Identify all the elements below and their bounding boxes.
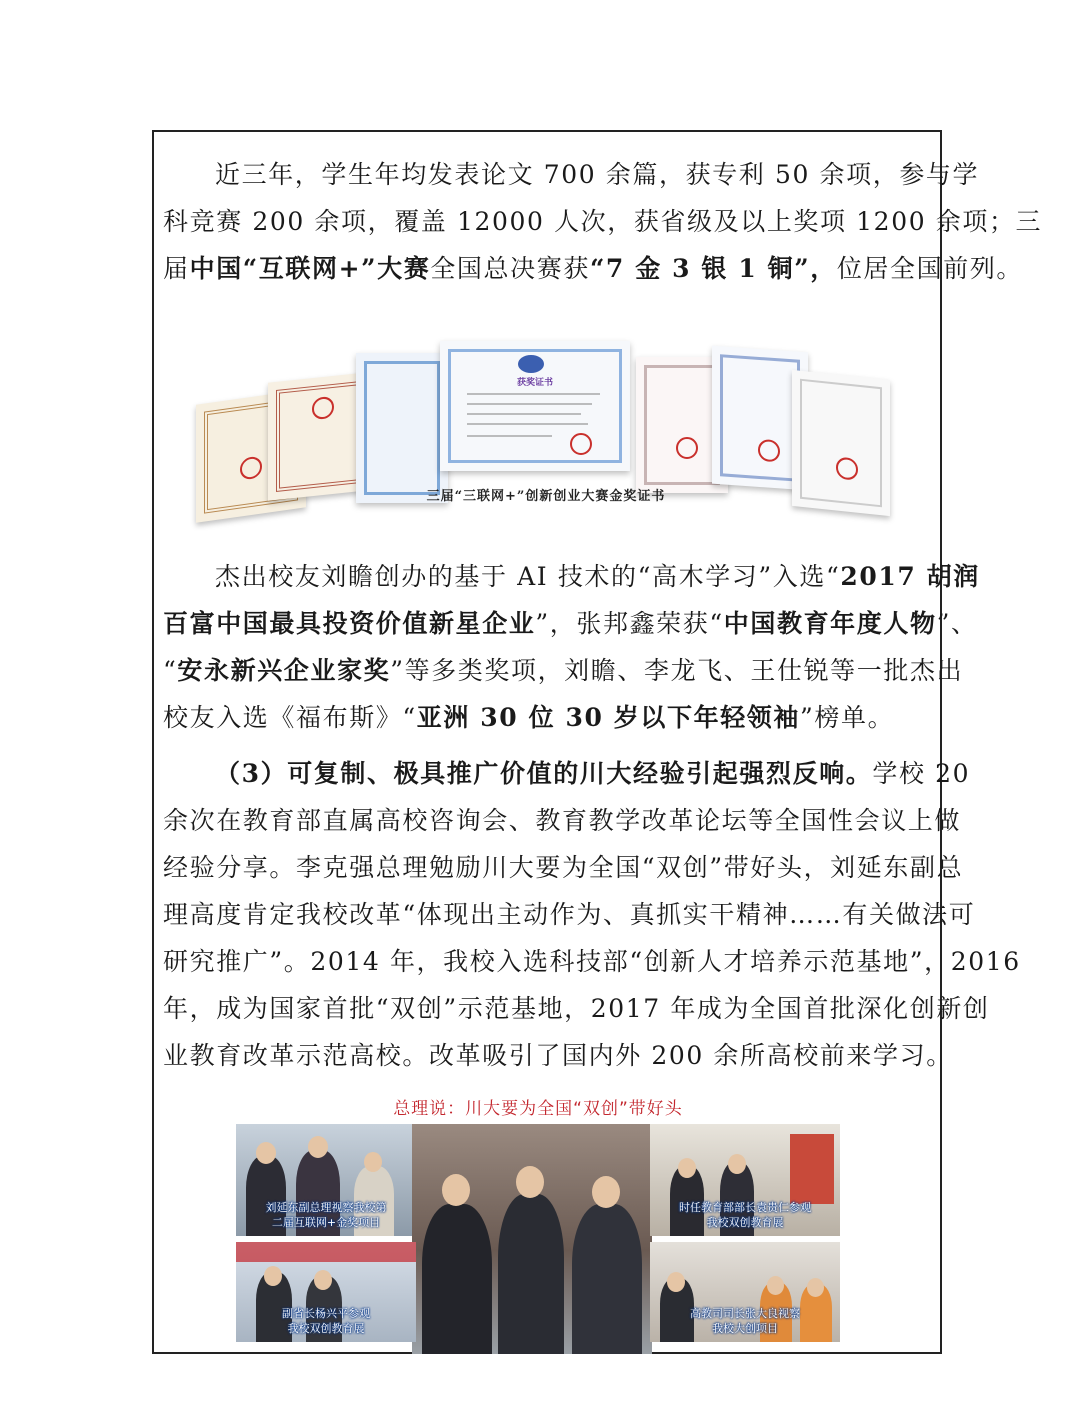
text-line: 科竞赛 200 余项，覆盖 12000 人次，获省级及以上奖项 1200 余项；三 xyxy=(163,207,1043,236)
text-line: （3）可复制、极具推广价值的川大经验引起强烈反响。学校 20 xyxy=(215,759,971,788)
bold-phrase: 安永新兴企业家奖 xyxy=(177,656,391,685)
photo-bottom-right xyxy=(650,1242,840,1342)
photo-top-right xyxy=(650,1124,840,1236)
bold-phrase: 中国“互联网+”大赛 xyxy=(189,254,431,283)
photo-bottom-left xyxy=(236,1242,416,1342)
certificate-title: 获奖证书 xyxy=(516,378,553,388)
bold-phrase: “7 金 3 银 1 铜”， xyxy=(589,254,837,283)
logo-icon xyxy=(518,355,544,373)
award-certificates-image xyxy=(196,335,896,535)
certificates-caption: 三届“三联网+”创新创业大赛金奖证书 xyxy=(426,489,666,504)
certificate xyxy=(356,353,448,503)
bold-phrase: 中国教育年度人物 xyxy=(723,609,937,638)
text-line: “安永新兴企业家奖”等多类奖项，刘瞻、李龙飞、王仕锐等一批杰出 xyxy=(163,656,964,685)
photo-caption: 时任教育部部长袁贵仁参观 我校双创教育展 xyxy=(679,1201,811,1229)
paragraph-experience xyxy=(163,750,1021,1079)
photo-center xyxy=(412,1124,652,1354)
text-line: 百富中国最具投资价值新星企业”，张邦鑫荣获“中国教育年度人物”、 xyxy=(163,609,978,638)
collage-title: 总理说：川大要为全国“双创”带好头 xyxy=(393,1099,683,1119)
section-heading: （3）可复制、极具推广价值的川大经验引起强烈反响。 xyxy=(215,759,873,788)
bold-phrase: 亚洲 30 位 30 岁以下年轻领袖 xyxy=(416,703,800,732)
bold-phrase: 2017 胡润 xyxy=(840,562,980,591)
photo-caption: 刘延东副总理视察我校第 二届互联网+金奖项目 xyxy=(265,1201,387,1229)
paragraph-student-achievements xyxy=(163,151,1043,292)
text-line: 余次在教育部直属高校咨询会、教育教学改革论坛等全国性会议上做 xyxy=(163,806,962,835)
text-line: 届中国“互联网+”大赛全国总决赛获“7 金 3 银 1 铜”，位居全国前列。 xyxy=(163,254,1024,283)
photo-collage xyxy=(236,1094,840,1344)
text-line: 校友入选《福布斯》“亚洲 30 位 30 岁以下年轻领袖”榜单。 xyxy=(163,703,895,732)
text-line: 经验分享。李克强总理勉励川大要为全国“双创”带好头，刘延东副总 xyxy=(163,853,964,882)
text-line: 杰出校友刘瞻创办的基于 AI 技术的“高木学习”入选“2017 胡润 xyxy=(215,562,980,591)
text-line: 研究推广”。2014 年，我校入选科技部“创新人才培养示范基地”，2016 xyxy=(163,947,1021,976)
photo-caption: 高教司司长张大良视察 我校大创项目 xyxy=(690,1307,800,1335)
text-line: 理高度肯定我校改革“体现出主动作为、真抓实干精神……有关做法可 xyxy=(163,900,976,929)
bold-phrase: 百富中国最具投资价值新星企业 xyxy=(163,609,536,638)
photo-top-left xyxy=(236,1124,416,1236)
photo-caption: 副省长杨兴平参观 我校双创教育展 xyxy=(282,1307,370,1335)
certificate-main xyxy=(440,341,630,471)
text-line: 业教育改革示范高校。改革吸引了国内外 200 余所高校前来学习。 xyxy=(163,1041,953,1070)
paragraph-alumni xyxy=(163,553,980,741)
text-line: 年，成为国家首批“双创”示范基地，2017 年成为全国首批深化创新创 xyxy=(163,994,990,1023)
text-line: 近三年，学生年均发表论文 700 余篇，获专利 50 余项，参与学 xyxy=(215,160,980,189)
